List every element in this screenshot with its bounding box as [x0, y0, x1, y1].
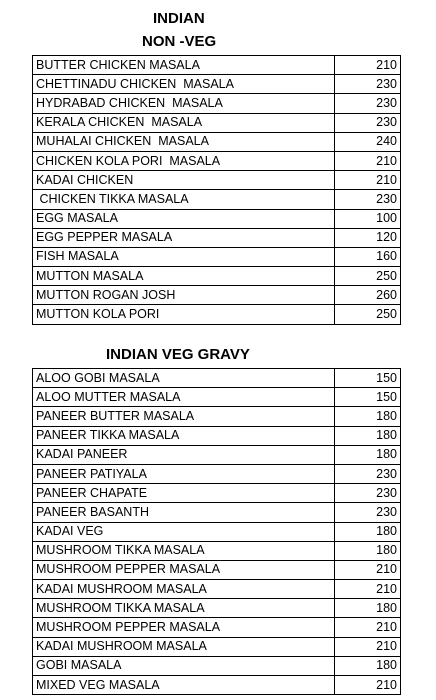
veg-gravy-menu-body	[33, 369, 401, 695]
dish-price: 180	[334, 656, 400, 675]
menu-row	[33, 407, 401, 426]
menu-row	[33, 656, 401, 675]
menu-row	[33, 267, 401, 286]
dish-name: MUHALAI CHICKEN MASALA	[33, 132, 335, 151]
dish-price: 230	[334, 113, 400, 132]
dish-price: 180	[334, 522, 400, 541]
menu-row	[33, 445, 401, 464]
dish-name: FISH MASALA	[33, 247, 335, 266]
menu-row	[33, 676, 401, 695]
non-veg-menu-table	[32, 55, 401, 325]
menu-row	[33, 618, 401, 637]
dish-name: KERALA CHICKEN MASALA	[33, 113, 335, 132]
dish-price: 180	[334, 541, 400, 560]
dish-price: 230	[334, 503, 400, 522]
dish-price: 230	[334, 75, 400, 94]
dish-name: MUSHROOM PEPPER MASALA	[33, 560, 335, 579]
dish-name: EGG MASALA	[33, 209, 335, 228]
dish-price: 210	[334, 171, 400, 190]
menu-row	[33, 171, 401, 190]
dish-price: 180	[334, 445, 400, 464]
dish-name: PANEER BUTTER MASALA	[33, 407, 335, 426]
dish-name: CHICKEN KOLA PORI MASALA	[33, 151, 335, 170]
menu-row	[33, 56, 401, 75]
dish-name: MIXED VEG MASALA	[33, 676, 335, 695]
menu-row	[33, 388, 401, 407]
menu-row	[33, 560, 401, 579]
menu-row	[33, 426, 401, 445]
dish-name: MUTTON MASALA	[33, 267, 335, 286]
menu-row	[33, 151, 401, 170]
dish-price: 210	[334, 618, 400, 637]
dish-name: KADAI VEG	[33, 522, 335, 541]
dish-price: 260	[334, 286, 400, 305]
dish-name: KADAI CHICKEN	[33, 171, 335, 190]
menu-row	[33, 541, 401, 560]
dish-name: BUTTER CHICKEN MASALA	[33, 56, 335, 75]
dish-price: 120	[334, 228, 400, 247]
dish-price: 210	[334, 151, 400, 170]
dish-price: 210	[334, 637, 400, 656]
menu-row	[33, 503, 401, 522]
dish-name: MUSHROOM TIKKA MASALA	[33, 541, 335, 560]
dish-price: 210	[334, 56, 400, 75]
dish-name: EGG PEPPER MASALA	[33, 228, 335, 247]
dish-price: 150	[334, 369, 400, 388]
dish-name: KADAI PANEER	[33, 445, 335, 464]
dish-name: ALOO GOBI MASALA	[33, 369, 335, 388]
menu-row	[33, 247, 401, 266]
dish-name: MUTTON ROGAN JOSH	[33, 286, 335, 305]
dish-name: PANEER CHAPATE	[33, 484, 335, 503]
menu-row	[33, 190, 401, 209]
dish-price: 210	[334, 580, 400, 599]
dish-price: 230	[334, 484, 400, 503]
dish-name: GOBI MASALA	[33, 656, 335, 675]
dish-price: 210	[334, 676, 400, 695]
dish-price: 250	[334, 267, 400, 286]
dish-price: 250	[334, 305, 400, 324]
menu-row	[33, 228, 401, 247]
menu-row	[33, 209, 401, 228]
menu-row	[33, 522, 401, 541]
menu-row	[33, 464, 401, 483]
menu-row	[33, 132, 401, 151]
heading-non-veg: NON -VEG	[142, 33, 217, 50]
dish-name: CHETTINADU CHICKEN MASALA	[33, 75, 335, 94]
non-veg-menu-body	[33, 56, 401, 325]
dish-name: MUSHROOM PEPPER MASALA	[33, 618, 335, 637]
dish-name: ALOO MUTTER MASALA	[33, 388, 335, 407]
dish-price: 180	[334, 426, 400, 445]
dish-price: 230	[334, 190, 400, 209]
dish-price: 150	[334, 388, 400, 407]
dish-name: MUTTON KOLA PORI	[33, 305, 335, 324]
heading-indian-veg-gravy: INDIAN VEG GRAVY	[106, 346, 250, 363]
heading-indian: INDIAN	[153, 10, 205, 27]
menu-row	[33, 286, 401, 305]
menu-row	[33, 75, 401, 94]
menu-row	[33, 113, 401, 132]
menu-row	[33, 305, 401, 324]
menu-row	[33, 484, 401, 503]
dish-name: MUSHROOM TIKKA MASALA	[33, 599, 335, 618]
menu-row	[33, 580, 401, 599]
menu-row	[33, 637, 401, 656]
dish-price: 230	[334, 94, 400, 113]
dish-price: 210	[334, 560, 400, 579]
dish-price: 180	[334, 407, 400, 426]
dish-name: CHICKEN TIKKA MASALA	[33, 190, 335, 209]
dish-name: HYDRABAD CHICKEN MASALA	[33, 94, 335, 113]
veg-gravy-menu-table	[32, 368, 401, 695]
dish-name: PANEER PATIYALA	[33, 464, 335, 483]
menu-row	[33, 94, 401, 113]
dish-name: KADAI MUSHROOM MASALA	[33, 637, 335, 656]
menu-row	[33, 369, 401, 388]
dish-name: KADAI MUSHROOM MASALA	[33, 580, 335, 599]
dish-name: PANEER TIKKA MASALA	[33, 426, 335, 445]
dish-price: 180	[334, 599, 400, 618]
dish-name: PANEER BASANTH	[33, 503, 335, 522]
dish-price: 240	[334, 132, 400, 151]
dish-price: 230	[334, 464, 400, 483]
dish-price: 160	[334, 247, 400, 266]
menu-row	[33, 599, 401, 618]
dish-price: 100	[334, 209, 400, 228]
